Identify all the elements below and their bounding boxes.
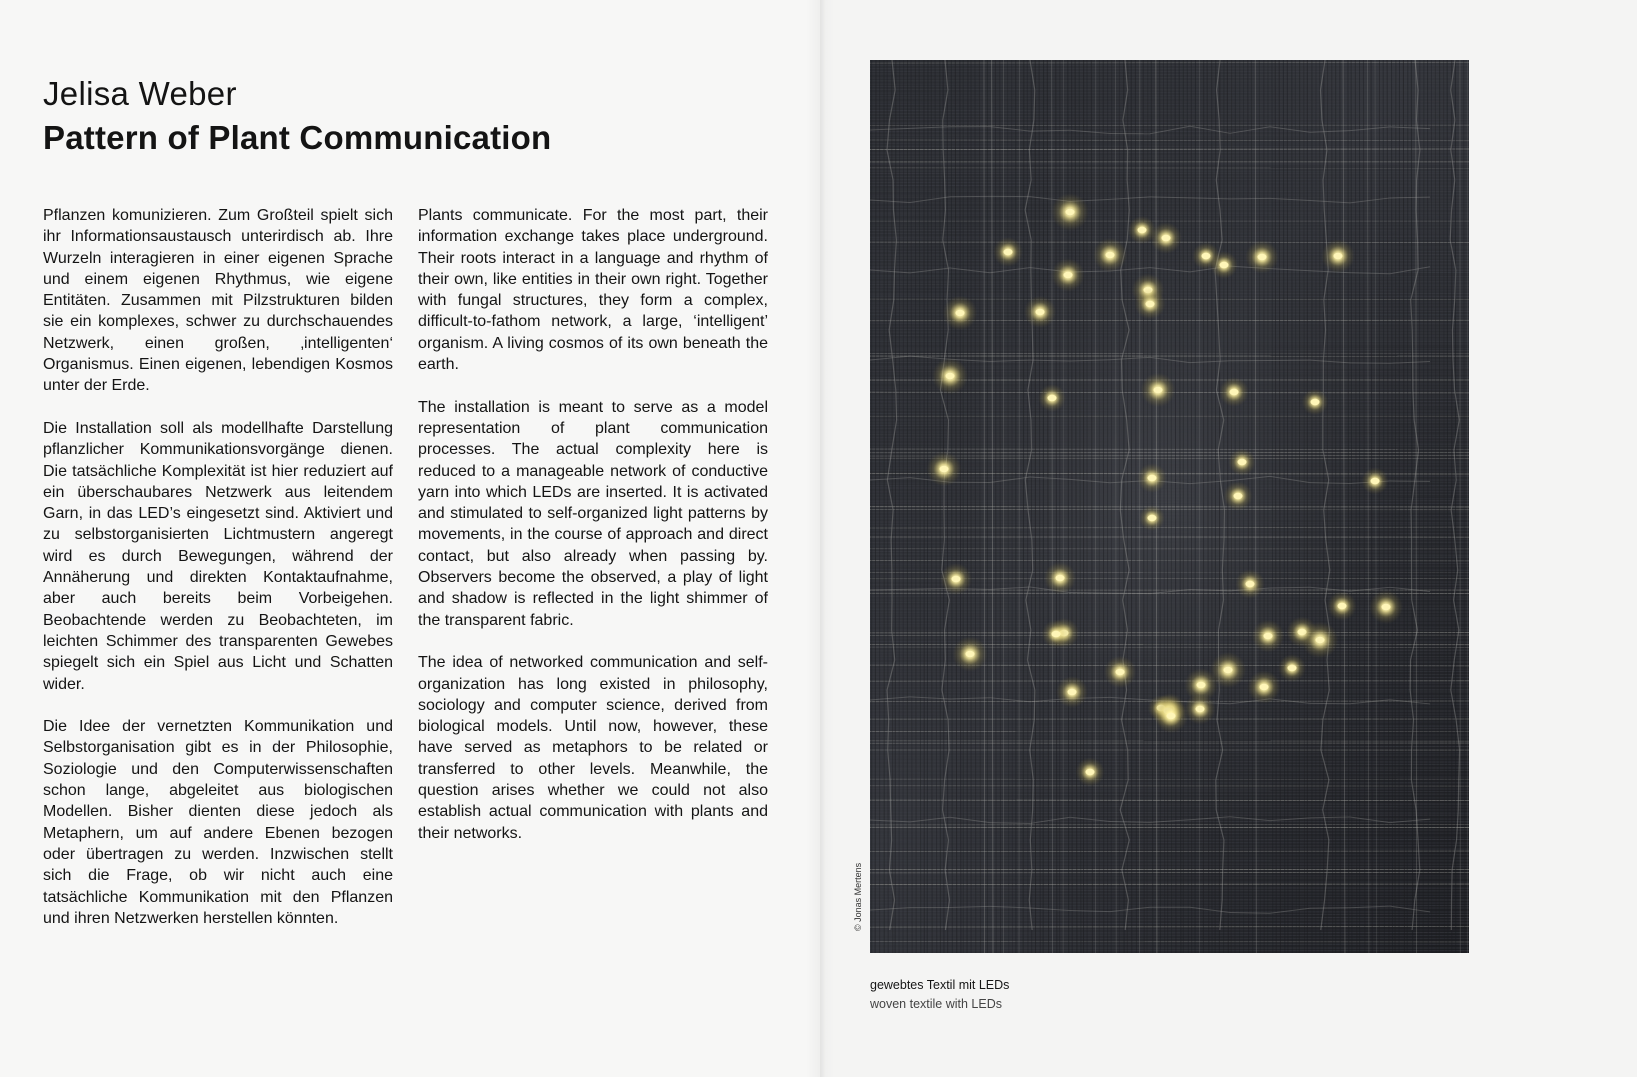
- caption-german: gewebtes Textil mit LEDs: [870, 978, 1010, 992]
- english-paragraph: Plants communicate. For the most part, their information exchange takes place underground. Their roots interact in a language and rhythm of their own, like entities in their own right. Together with fungal structures, they form a complex, difficult-to-fathom network, a large, ‘intelligent’ organism. A living cosmos of its own beneath the earth.: [418, 207, 768, 374]
- english-text-column: [418, 205, 768, 865]
- german-paragraph: Die Idee der vernetzten Kommunikation und Selbstorganisation gibt es in der Philosophie, Soziologie und den Computerwissenschaften schon lange, abgeleitet aus biologischen Modellen. Bisher dienten diese jedoch als Metaphern, um auf andere Ebenen bezogen oder übertragen zu werden. Inzwischen stellt sich die Frage, ob wir nicht auch eine tatsächliche Kommunikation mit den Pflanzen und ihren Netzwerken herstellen könnten.: [43, 718, 393, 927]
- english-paragraph: The idea of networked communication and self-organization has long existed in philosophy, sociology and computer science, derived from biological models. Until now, however, these have served as metaphors to be related or transferred to other levels. Meanwhile, the question arises whether we could not also establish actual communication with plants and their networks.: [418, 654, 768, 842]
- textile-led-photo: [870, 60, 1469, 953]
- author-name: Jelisa Weber: [43, 75, 237, 112]
- german-paragraph: Die Installation soll als modellhafte Darstellung pflanzlicher Kommunikationsvorgänge dienen. Die tatsächliche Komplexität ist hier reduziert auf ein überschaubares Netzwerk aus leitendem Garn, in das LED’s eingesetzt sind. Aktiviert und zu selbstorganisierten Lichtmustern angeregt wird es durch Bewegungen, während der Annäherung und direkten Kontaktaufnahme, aber auch bereits beim Vorbeigehen. Beobachtende werden zu Beobachteten, im leichten Schimmer des transparenten Gewebes spiegelt sich ein Spiel aus Licht und Schatten wider.: [43, 419, 393, 693]
- book-gutter: [806, 0, 834, 1077]
- caption-english: woven textile with LEDs: [870, 997, 1003, 1011]
- german-text-column: [43, 205, 393, 950]
- article-title: Pattern of Plant Communication: [43, 119, 552, 156]
- photo-credit: © Jonas Mertens: [853, 862, 863, 931]
- english-paragraph: The installation is meant to serve as a model representation of plant communication processes. The actual complexity here is reduced to a manageable network of conductive yarn into which LEDs are inserted. It is activated and stimulated to self-organized light patterns by movements, in the course of approach and direct contact, but also already when passing by. Observers become the observed, a play of light and shadow is reflected in the light shimmer of the transparent fabric.: [418, 398, 768, 629]
- german-paragraph: Pflanzen komunizieren. Zum Großteil spielt sich ihr Informationsaustausch unterirdisch ab. Ihre Wurzeln interagieren in einer eigenen Sprache und einem eigenen Rhythmus, wie eigene Entitäten. Zusammen mit Pilzstrukturen bilden sie ein komplexes, schwer zu durchschauendes Netzwerk, einen großen, ‚intelligenten‘ Organismus. Einen eigenen, lebendigen Kosmos unter der Erde.: [43, 207, 393, 395]
